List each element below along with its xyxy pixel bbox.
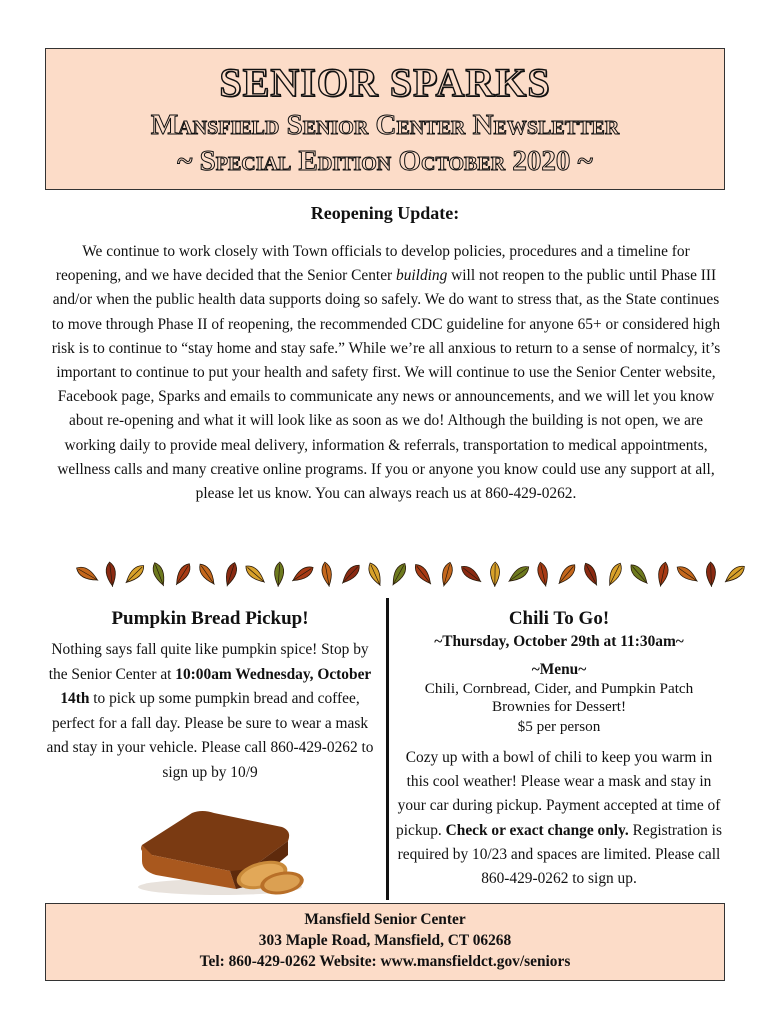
leaf-icon bbox=[290, 564, 316, 585]
pumpkin-body bbox=[45, 638, 375, 786]
leaf-icon bbox=[412, 562, 434, 587]
newsletter-title: SENIOR SPARKS bbox=[219, 60, 551, 105]
reopening-text-1: We continue to work closely with Town officials to develop policies, procedures and a timeline for reopening, and we have decided that the Senior Center bbox=[55, 243, 690, 285]
leaf-icon bbox=[555, 562, 578, 587]
leaf-icon bbox=[150, 561, 167, 588]
chili-date: ~Thursday, October 29th at 11:30am~ bbox=[434, 633, 684, 650]
leaf-icon bbox=[196, 562, 218, 588]
chili-price: $5 per person bbox=[517, 718, 601, 735]
leaf-icon bbox=[490, 562, 499, 587]
chili-menu-title: ~Menu~ bbox=[531, 661, 587, 678]
footer-name: Mansfield Senior Center bbox=[304, 911, 466, 928]
leaf-icon bbox=[172, 561, 193, 587]
reopening-emphasis: building bbox=[396, 267, 448, 285]
autumn-leaves-border bbox=[75, 556, 755, 592]
chili-heading: Chili To Go! bbox=[508, 608, 610, 629]
leaf-icon bbox=[320, 561, 333, 587]
leaf-icon bbox=[223, 561, 239, 588]
newsletter-header bbox=[45, 48, 725, 190]
leaf-icon bbox=[706, 562, 716, 587]
chili-section bbox=[395, 606, 723, 891]
leaf-icon bbox=[389, 561, 409, 587]
leaf-icon bbox=[123, 562, 147, 586]
pumpkin-text-1: Nothing says fall quite like pumpkin spice! Stop by the Senior Center at bbox=[48, 641, 369, 683]
leaf-icon bbox=[675, 563, 701, 585]
footer-address: 303 Maple Road, Mansfield, CT 06268 bbox=[258, 932, 512, 949]
chili-menu-items: Chili, Cornbread, Cider, and Pumpkin Patch Brownies for Dessert! bbox=[424, 680, 694, 715]
chili-payment-note: Check or exact change only. bbox=[445, 821, 629, 839]
leaf-icon bbox=[339, 562, 363, 586]
leaf-icon bbox=[722, 563, 747, 586]
reopening-body bbox=[50, 240, 722, 506]
leaf-icon bbox=[105, 562, 117, 588]
pumpkin-heading: Pumpkin Bread Pickup! bbox=[111, 608, 309, 629]
pumpkin-text-2: to pick up some pumpkin bread and coffee, perfect for a fall day. Please be sure to wear a mask and stay in your vehicle. Please call 860-429-0262 to sign up by 10/9 bbox=[46, 690, 374, 781]
leaf-icon bbox=[459, 563, 484, 585]
leaf-icon bbox=[274, 562, 285, 588]
reopening-text-2: will not reopen to the public until Phase III and/or when the public health data supports doing so safely. We do want to stress that, as the State continues to move through Phase II of reopening, the recommended CDC guideline for anyone 65+ or considered high risk is to continue to “stay home and stay safe.” While we’re all anxious to return to a sense of normalcy, it’s important to continue to put your health and safety first. We will continue to use the Senior Center website, Facebook page, Sparks and emails to communicate any news or announcements, and we will let you know about re-opening and what it will look like as soon as we do! Although the building is not open, we are working daily to provide meal delivery, information & referrals, transportation to medical appointments, wellness calls and many creative online programs. If you or anyone you know could use any support at all, please let us know. You can always reach us at 860-429-0262. bbox=[51, 267, 721, 503]
chili-text-1: Cozy up with a bowl of chili to keep you warm in this cool weather! Please wear a mask and stay in your car during pickup. Payment accepted at time of pickup. bbox=[396, 749, 721, 839]
column-divider bbox=[386, 598, 389, 900]
chili-body bbox=[395, 746, 723, 891]
edition-line: ~ Special Edition October 2020 ~ bbox=[177, 145, 593, 177]
leaf-icon bbox=[582, 561, 601, 587]
leaf-icon bbox=[243, 563, 268, 586]
leaf-icon bbox=[628, 562, 651, 587]
leaf-icon bbox=[656, 561, 670, 587]
pumpkin-date-time: 10:00am Wednesday, October 14th bbox=[60, 665, 372, 708]
footer-contact: Tel: 860-429-0262 Website: www.mansfieldct.gov/seniors bbox=[199, 953, 571, 970]
leaf-icon bbox=[506, 563, 532, 585]
leaf-icon bbox=[75, 564, 101, 584]
chili-text-2: Registration is required by 10/23 and spaces are limited. Please call 860-429-0262 to sign up. bbox=[397, 821, 722, 888]
leaf-icon bbox=[536, 561, 550, 587]
leaf-icon bbox=[366, 561, 384, 587]
newsletter-footer bbox=[45, 903, 725, 981]
newsletter-subtitle: Mansfield Senior Center Newsletter bbox=[150, 109, 620, 141]
pumpkin-bread-section bbox=[45, 606, 375, 786]
pumpkin-bread-image bbox=[132, 805, 308, 897]
leaf-icon bbox=[605, 561, 624, 587]
reopening-heading: Reopening Update: bbox=[310, 203, 460, 223]
leaf-icon bbox=[439, 561, 454, 587]
